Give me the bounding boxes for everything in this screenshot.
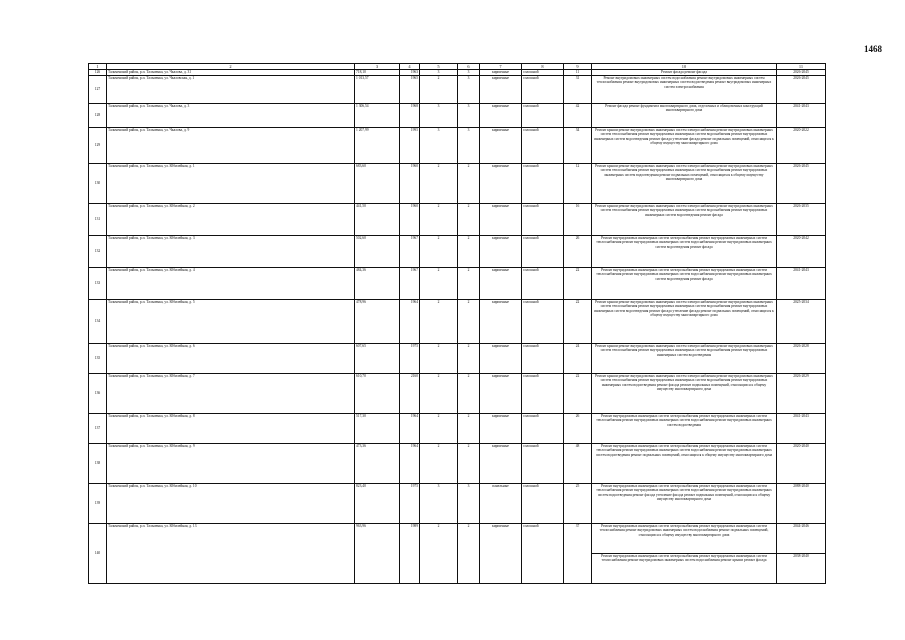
- table-cell-period: 2041-2043: [777, 104, 826, 128]
- table-cell-n: 129: [89, 128, 107, 164]
- table-cell-work: Ремонт внутридомовых инженерных систем электроснабжения ремонт внутридомовых инженерных систем теплоснабжения ремонт внутридомовых инженерных систем водоснабжения ремонт внутридомовых инженерных систем водоотведения ремонт фасада: [592, 236, 777, 268]
- table-cell-n: 136: [89, 374, 107, 414]
- table-cell-wall: кирпичные: [480, 524, 522, 584]
- table-cell-floors: 2: [420, 444, 458, 484]
- table-cell-year: 1960: [400, 164, 420, 204]
- table-cell-mgmt: сплошной: [522, 70, 564, 76]
- table-cell-entrances: 3: [458, 76, 480, 104]
- table-cell-area: 963,96: [355, 524, 400, 584]
- table-cell-count: 42: [564, 104, 592, 128]
- table-cell-n: 130: [89, 164, 107, 204]
- work-text: Ремонт внутридомовых инженерных систем электроснабжения ремонт внутридомовых инженерных систем теплоснабжения ремонт внутридомовых инженерных систем водоснабжения ремонт подвальных помещений, относящихся к общему имуществу многоквартирного дома: [599, 524, 769, 537]
- table-cell-period: 2088-2040: [777, 484, 826, 524]
- table-cell-wall: кирпичные: [480, 414, 522, 444]
- table-cell-floors: 2: [420, 268, 458, 300]
- table-cell-work: Ремонт фасада ремонт фундамента многоквартирного дома, отделочных и облицовочных конструкций многоквартирного дома: [592, 104, 777, 128]
- table-cell-area: 441,50: [355, 204, 400, 236]
- table-cell-address: Тальменский район, р.п. Тальменка, ул. Юбилейная, д. 1: [107, 164, 355, 204]
- table-cell-n: 137: [89, 414, 107, 444]
- table-cell-area: 823,40: [355, 484, 400, 524]
- table-cell-floors: 3: [420, 484, 458, 524]
- table-cell-floors: 3: [420, 104, 458, 128]
- table-cell-mgmt: сплошной: [522, 484, 564, 524]
- table-cell-n: 128: [89, 104, 107, 128]
- table-cell-period: 2020-2040: [777, 444, 826, 484]
- column-header: 5: [420, 64, 458, 70]
- table-cell-period: 2020-2022: [777, 128, 826, 164]
- table-cell-entrances: 3: [458, 128, 480, 164]
- table-cell-count: 22: [564, 268, 592, 300]
- table-cell-period: 2020-2042: [777, 236, 826, 268]
- table-cell-mgmt: сплошной: [522, 344, 564, 374]
- table-cell-work: Ремонт крыши ремонт внутридомовых инженерных систем электроснабжения ремонт внутридомовых инженерных систем теплоснабжения ремонт внутридомовых инженерных систем водоснабжения ремонт внутридомовых инженерных систем водоотведения ремонт фасада: [592, 204, 777, 236]
- table-cell-mgmt: сплошной: [522, 414, 564, 444]
- table-cell-work: Ремонт внутридомовых инженерных систем электроснабжения ремонт внутридомовых инженерных систем теплоснабжения ремонт внутридомовых инженерных систем водоснабжения ремонт внутридомовых инженерных систем водоотведения ремонт фасада утепление фасада ремонт подвальных помещений, относящихся к общему имуществу многоквартирного дома: [592, 484, 777, 524]
- table-cell-year: 1965: [400, 76, 420, 104]
- table-cell-address: Тальменский район, р.п. Тальменка, ул. Чкалова, д. 31: [107, 70, 355, 76]
- table-cell-wall: кирпичные: [480, 104, 522, 128]
- capital-repair-table: [88, 63, 825, 575]
- work-text-2: Ремонт внутридомовых инженерных систем электроснабжения ремонт внутридомовых инженерных систем теплоснабжения ремонт внутридомовых инженерных систем водоснабжения ремонт крыши ремонт фасада: [592, 553, 776, 563]
- table-row: [89, 374, 826, 414]
- table-cell-wall: кирпичные: [480, 444, 522, 484]
- period-text-2: 2038-2040: [777, 553, 825, 558]
- page-number: 1468: [864, 44, 882, 54]
- table-cell-entrances: 2: [458, 204, 480, 236]
- column-header: 9: [564, 64, 592, 70]
- table-row: [89, 484, 826, 524]
- table-cell-address: Тальменский район, р.п. Тальменка, ул. Юбилейная, д. 7: [107, 374, 355, 414]
- table-cell-wall: кирпичные: [480, 300, 522, 344]
- table-cell-n: 132: [89, 236, 107, 268]
- table-cell-count: 48: [564, 444, 592, 484]
- table-cell-wall: кирпичные: [480, 70, 522, 76]
- column-header: 7: [480, 64, 522, 70]
- table-row: [89, 76, 826, 104]
- table-cell-area: 1 013,57: [355, 76, 400, 104]
- table-cell-wall: кирпичные: [480, 76, 522, 104]
- table-cell-mgmt: сплошной: [522, 204, 564, 236]
- column-header: 1: [89, 64, 107, 70]
- table-row: [89, 268, 826, 300]
- table-cell-area: 610,70: [355, 374, 400, 414]
- table-cell-entrances: 2: [458, 236, 480, 268]
- table-cell-entrances: 2: [458, 344, 480, 374]
- column-header: 3: [355, 64, 400, 70]
- column-header: 4: [400, 64, 420, 70]
- table-cell-year: 1963: [400, 70, 420, 76]
- column-header: 10: [592, 64, 777, 70]
- table-cell-mgmt: сплошной: [522, 76, 564, 104]
- table-cell-entrances: 2: [458, 374, 480, 414]
- table-cell-wall: кирпичные: [480, 344, 522, 374]
- table-cell-wall: кирпичные: [480, 164, 522, 204]
- table-cell-year: 1964: [400, 444, 420, 484]
- table-row: [89, 300, 826, 344]
- table-cell-address: Тальменский район, р.п. Тальменка, ул. Юбилейная, д. 5: [107, 300, 355, 344]
- table-cell-work: Ремонт крыши ремонт внутридомовых инженерных систем электроснабжения ремонт внутридомовых инженерных систем теплоснабжения ремонт внутридомовых инженерных систем водоснабжения ремонт внутридомовых инженерных систем водоотведения ремонт фасада утепление фасада ремонт подвальных помещений, относящихся к общему имуществу многоквартирного дома: [592, 128, 777, 164]
- table-cell-work: Ремонт крыши ремонт внутридомовых инженерных систем электроснабжения ремонт внутридомовых инженерных систем теплоснабжения ремонт внутридомовых инженерных систем водоснабжения ремонт внутридомовых инженерных систем водоотведения ремонт подвальных помещений, относящихся к общему имуществу многоквартирного дома: [592, 164, 777, 204]
- column-header: 2: [107, 64, 355, 70]
- column-header: 11: [777, 64, 826, 70]
- table-cell-year: 1960: [400, 204, 420, 236]
- table-cell-year: 1975: [400, 344, 420, 374]
- table-row: [89, 236, 826, 268]
- period-text: 2044-2046: [793, 524, 809, 528]
- table-cell-wall: кирпичные: [480, 374, 522, 414]
- table-row: [89, 414, 826, 444]
- table-cell-work: Ремонт внутридомовых инженерных систем водоснабжения ремонт внутридомовых инженерных систем теплоснабжения ремонт внутридомовых инженерных систем водоотведения ремонт внутридомовых инженерных систем электроснабжения: [592, 76, 777, 104]
- table-cell-area: 683,60: [355, 164, 400, 204]
- table-cell-count: 34: [564, 128, 592, 164]
- houses-table: [88, 63, 826, 584]
- table-cell-period: 2026-2028: [777, 344, 826, 374]
- table-cell-address: Тальменский район, р.п. Тальменка, ул. Чкаловская, д. 1: [107, 76, 355, 104]
- table-cell-mgmt: сплошной: [522, 374, 564, 414]
- table-cell-wall: кирпичные: [480, 236, 522, 268]
- table-cell-area: 1 306,54: [355, 104, 400, 128]
- table-cell-area: 718,10: [355, 70, 400, 76]
- table-row: [89, 524, 826, 584]
- table-cell-count: 16: [564, 204, 592, 236]
- table-cell-work: Ремонт крыши ремонт внутридомовых инженерных систем электроснабжения ремонт внутридомовых инженерных систем теплоснабжения ремонт внутридомовых инженерных систем водоснабжения ремонт внутридомовых инженерных систем водоотведения: [592, 344, 777, 374]
- table-cell-mgmt: сплошной: [522, 444, 564, 484]
- table-cell-mgmt: сплошной: [522, 524, 564, 584]
- table-cell-floors: 2: [420, 414, 458, 444]
- table-cell-year: 1989: [400, 524, 420, 584]
- table-cell-year: 1995: [400, 128, 420, 164]
- table-cell-period: 2026-2045: [777, 164, 826, 204]
- table-cell-year: 2160: [400, 374, 420, 414]
- table-row: [89, 128, 826, 164]
- table-cell-mgmt: сплошной: [522, 104, 564, 128]
- table-cell-count: 22: [564, 300, 592, 344]
- table-cell-wall: кирпичные: [480, 268, 522, 300]
- table-cell-work: Ремонт внутридомовых инженерных систем электроснабжения ремонт внутридомовых инженерных систем теплоснабжения ремонт внутридомовых инженерных систем водоснабжения ремонт внутридомовых инженерных систем водоотведения ремонт фасада: [592, 268, 777, 300]
- table-row: [89, 204, 826, 236]
- table-cell-address: Тальменский район, р.п. Тальменка, ул. Чкалова, д. 9: [107, 128, 355, 164]
- table-cell-year: 1964: [400, 414, 420, 444]
- table-cell-wall: кирпичные: [480, 204, 522, 236]
- table-cell-floors: 3: [420, 128, 458, 164]
- table-cell-work: Ремонт крыши ремонт внутридомовых инженерных систем электроснабжения ремонт внутридомовых инженерных систем теплоснабжения ремонт внутридомовых инженерных систем водоснабжения ремонт внутридомовых инженерных систем водоотведения ремонт фасада утепление фасада ремонт подвальных помещений, относящихся к общему имуществу многоквартирного дома: [592, 300, 777, 344]
- table-cell-year: 1964: [400, 300, 420, 344]
- table-cell-year: 1968: [400, 104, 420, 128]
- table-cell-floors: 2: [420, 236, 458, 268]
- table-cell-mgmt: сплошной: [522, 268, 564, 300]
- table-row: [89, 164, 826, 204]
- table-cell-floors: 3: [420, 70, 458, 76]
- table-cell-work: Ремонт фасада ремонт фасада: [592, 70, 777, 76]
- table-cell-mgmt: сплошной: [522, 236, 564, 268]
- table-cell-period: 2041-2043: [777, 268, 826, 300]
- table-cell-period: 2026-2035: [777, 204, 826, 236]
- table-cell-n: 133: [89, 268, 107, 300]
- table-cell-area: 473,36: [355, 444, 400, 484]
- table-cell-count: 24: [564, 344, 592, 374]
- table-cell-mgmt: сплошной: [522, 300, 564, 344]
- table-cell-mgmt: сплошной: [522, 128, 564, 164]
- table-cell-work: Ремонт внутридомовых инженерных систем электроснабжения ремонт внутридомовых инженерных систем теплоснабжения ремонт внутридомовых инженерных систем водоснабжения ремонт внутридомовых инженерных систем водоотведения: [592, 414, 777, 444]
- table-cell-n: 131: [89, 204, 107, 236]
- table-cell-count: 22: [564, 374, 592, 414]
- table-cell-address: Тальменский район, р.п. Тальменка, ул. Юбилейная, д. 10: [107, 484, 355, 524]
- table-cell-count: 12: [564, 164, 592, 204]
- table-cell-count: 26: [564, 236, 592, 268]
- table-cell-period: 2026-2045: [777, 76, 826, 104]
- table-cell-entrances: 2: [458, 164, 480, 204]
- table-cell-address: Тальменский район, р.п. Тальменка, ул. Юбилейная, д. 9: [107, 444, 355, 484]
- table-cell-count: 25: [564, 484, 592, 524]
- table-cell-address: Тальменский район, р.п. Тальменка, ул. Юбилейная, д. 13: [107, 524, 355, 584]
- table-cell-entrances: 3: [458, 104, 480, 128]
- table-cell-floors: 2: [420, 204, 458, 236]
- table-cell-floors: 2: [420, 76, 458, 104]
- table-cell-n: 138: [89, 444, 107, 484]
- table-cell-area: 1 207,99: [355, 128, 400, 164]
- table-cell-address: Тальменский район, р.п. Тальменка, ул. Юбилейная, д. 8: [107, 414, 355, 444]
- table-cell-n: 134: [89, 300, 107, 344]
- table-cell-period: 2026-2029: [777, 374, 826, 414]
- table-cell-entrances: 3: [458, 484, 480, 524]
- table-cell-year: 1975: [400, 484, 420, 524]
- table-cell-floors: 2: [420, 164, 458, 204]
- table-cell-period: [777, 524, 826, 584]
- table-cell-area: 517,30: [355, 414, 400, 444]
- table-cell-period: 2025-2034: [777, 300, 826, 344]
- table-cell-address: Тальменский район, р.п. Тальменка, ул. Юбилейная, д. 6: [107, 344, 355, 374]
- table-cell-work: Ремонт крыши ремонт внутридомовых инженерных систем электроснабжения ремонт внутридомовых инженерных систем теплоснабжения ремонт внутридомовых инженерных систем водоснабжения ремонт внутридомовых инженерных систем водоотведения ремонт фасада ремонт подвальных помещений, относящихся к общему имуществу многоквартирного дома: [592, 374, 777, 414]
- table-cell-year: 1967: [400, 268, 420, 300]
- table-cell-floors: 2: [420, 524, 458, 584]
- table-cell-entrances: 3: [458, 70, 480, 76]
- table-cell-area: 607,65: [355, 344, 400, 374]
- table-cell-floors: 2: [420, 300, 458, 344]
- table-cell-entrances: 2: [458, 300, 480, 344]
- table-cell-n: 139: [89, 484, 107, 524]
- column-header: 8: [522, 64, 564, 70]
- table-cell-area: 484,36: [355, 268, 400, 300]
- table-cell-address: Тальменский район, р.п. Тальменка, ул. Юбилейная, д. 3: [107, 236, 355, 268]
- table-cell-count: 37: [564, 524, 592, 584]
- table-cell-entrances: 2: [458, 524, 480, 584]
- table-cell-floors: 2: [420, 344, 458, 374]
- table-cell-n: 126: [89, 70, 107, 76]
- table-cell-entrances: 2: [458, 414, 480, 444]
- table-cell-entrances: 2: [458, 268, 480, 300]
- table-row: [89, 344, 826, 374]
- table-cell-area: 478,96: [355, 300, 400, 344]
- table-cell-address: Тальменский район, р.п. Тальменка, ул. Чкалова, д. 3: [107, 104, 355, 128]
- table-cell-year: 1967: [400, 236, 420, 268]
- table-row: [89, 104, 826, 128]
- table-cell-floors: 2: [420, 374, 458, 414]
- column-header: 6: [458, 64, 480, 70]
- table-cell-work: [592, 524, 777, 584]
- table-cell-count: 26: [564, 414, 592, 444]
- table-cell-n: 140: [89, 524, 107, 584]
- table-cell-count: 11: [564, 70, 592, 76]
- table-cell-count: 31: [564, 76, 592, 104]
- table-cell-wall: панельные: [480, 484, 522, 524]
- table-cell-n: 135: [89, 344, 107, 374]
- table-cell-period: 2026-2045: [777, 70, 826, 76]
- table-row: [89, 444, 826, 484]
- table-cell-area: 502,60: [355, 236, 400, 268]
- table-cell-n: 127: [89, 76, 107, 104]
- table-cell-wall: кирпичные: [480, 128, 522, 164]
- table-cell-address: Тальменский район, р.п. Тальменка, ул. Юбилейная, д. 4: [107, 268, 355, 300]
- table-cell-work: Ремонт внутридомовых инженерных систем электроснабжения ремонт внутридомовых инженерных систем теплоснабжения ремонт внутридомовых инженерных систем водоснабжения ремонт внутридомовых инженерных систем водоотведения ремонт подвальных помещений, относящихся к общему имуществу многоквартирного дома: [592, 444, 777, 484]
- table-cell-entrances: 2: [458, 444, 480, 484]
- table-cell-mgmt: сплошной: [522, 164, 564, 204]
- table-cell-address: Тальменский район, р.п. Тальменка, ул. Юбилейная, д. 2: [107, 204, 355, 236]
- table-cell-period: 2041-2043: [777, 414, 826, 444]
